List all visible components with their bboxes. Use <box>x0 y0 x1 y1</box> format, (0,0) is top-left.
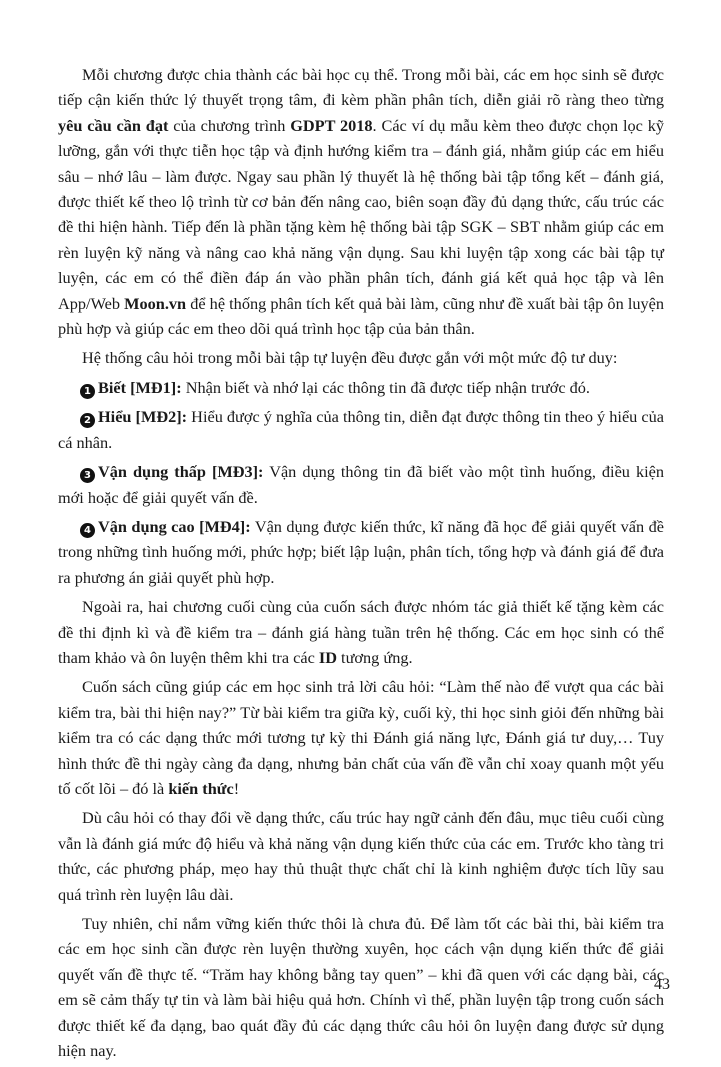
level-text: Vận dụng được kiến thức, kĩ năng đã học để giải quyết vấn đề trong những tình huống mới, phức hợp; biết lập luận, phân tích, tổng hợp và đánh giá để đưa ra phương án giải quyết phù hợp. <box>58 516 664 587</box>
body-text <box>58 62 664 1067</box>
text-run: để hệ thống phân tích kết quả bài làm, cũng như đề xuất bài tập ôn luyện phù hợp và giúp các em theo dõi quá trình học tập của bản thân. <box>58 293 664 339</box>
level-text: Vận dụng thông tin đã biết vào một tình huống, điều kiện mới hoặc để giải quyết vấn đề. <box>58 462 664 507</box>
number-badge-icon: 3 <box>80 468 95 483</box>
text-run: Cuốn sách cũng giúp các em học sinh trả lời câu hỏi: “Làm thế nào để vượt qua các bài kiểm tra, bài thi hiện nay?” Từ bài kiểm tra giữa kỳ, cuối kỳ, thi học sinh giỏi đến những bài kiểm tra có các dạng thức mới tương tự kỳ thi Đánh giá năng lực, Đánh giá tư duy,… Tuy hình thức đề thi ngày càng đa dạng, nhưng bản chất của vấn đề vẫn chỉ xoay quanh một yếu tố cốt lõi – đó là <box>58 677 664 798</box>
level-item-2 <box>58 404 664 455</box>
bold-moon-vn: Moon.vn <box>124 293 187 313</box>
paragraph-practice: Tuy nhiên, chỉ nắm vững kiến thức thôi là chưa đủ. Để làm tốt các bài thi, bài kiểm tra các em học sinh cần được rèn luyện thường xuyên, học cách vận dụng kiến thức để giải quyết vấn đề thực tế. “Trăm hay không bằng tay quen” – khi đã quen với các dạng bài, các em sẽ cảm thấy tự tin và làm bài hiệu quả hơn. Chính vì thế, phần luyện tập trong cuốn sách được thiết kế đa dạng, bao quát đầy đủ các dạng thức câu hỏi ôn luyện đang được sử dụng hiện nay. <box>58 914 664 1061</box>
text-run: ! <box>233 778 240 798</box>
text-run: của chương trình <box>168 115 291 135</box>
level-text: Hiểu được ý nghĩa của thông tin, diễn đạt được thông tin theo ý hiểu của cá nhân. <box>58 407 664 452</box>
level-label: Vận dụng thấp [MĐ3]: <box>98 462 264 482</box>
paragraph-knowledge: Dù câu hỏi có thay đổi về dạng thức, cấu trúc hay ngữ cảnh đến đâu, mục tiêu cuối cùng vẫn là đánh giá mức độ hiểu và khả năng vận dụng kiến thức của các em. Trước kho tàng tri thức, các phương pháp, mẹo hay thủ thuật thực chất chỉ là kinh nghiệm được tích lũy sau quá trình rèn luyện lâu dài. <box>58 808 664 904</box>
level-label: Biết [MĐ1]: <box>98 377 182 397</box>
level-text: Nhận biết và nhớ lại các thông tin đã được tiếp nhận trước đó. <box>181 377 590 397</box>
level-item-4 <box>58 514 664 590</box>
level-label: Vận dụng cao [MĐ4]: <box>98 516 251 536</box>
text-run: Ngoài ra, hai chương cuối cùng của cuốn sách được nhóm tác giả thiết kế tặng kèm các đề thi định kì và đề kiểm tra – đánh giá hàng tuần trên hệ thống. Các em học sinh có thể tham khảo và ôn luyện thêm khi tra các <box>58 597 664 667</box>
paragraph-extra-tests <box>58 594 664 670</box>
paragraph-intro <box>58 62 664 341</box>
number-badge-icon: 1 <box>80 384 95 399</box>
paragraph-exam-question <box>58 674 664 801</box>
level-item-3 <box>58 459 664 510</box>
text-run: tương ứng. <box>336 647 413 667</box>
text-run: . Các ví dụ mẫu kèm theo được chọn lọc kỹ lưỡng, gắn với thực tiễn học tập và định hướng kiểm tra – đánh giá, nhằm giúp các em hiểu sâu – nhớ lâu – làm được. Ngay sau phần lý thuyết là hệ thống bài tập tổng kết – đánh giá, được thiết kế theo lộ trình từ cơ bản đến nâng cao, biên soạn đầy đủ dạng thức, cấu trúc các đề thi hiện hành. Tiếp đến là phần tặng kèm hệ thống bài tập SGK – SBT nhằm giúp các em rèn luyện kỹ năng và nâng cao khả năng vận dụng. Sau khi luyện tập xong các bài tập tự luyện, các em có thể điền đáp án vào phần phân tích, đánh giá kết quả học tập và lên App/Web <box>58 115 664 313</box>
number-badge-icon: 2 <box>80 413 95 428</box>
level-item-1 <box>58 375 664 400</box>
page-number: 43 <box>654 976 670 993</box>
text-run: Mỗi chương được chia thành các bài học cụ thể. Trong mỗi bài, các em học sinh sẽ được tiếp cận kiến thức lý thuyết trọng tâm, đi kèm phần phân tích, diễn giải rõ ràng theo từng <box>58 65 664 110</box>
bold-kien-thuc: kiến thức <box>168 778 234 798</box>
bold-gdpt-2018: GDPT 2018 <box>290 115 373 135</box>
bold-yeu-cau-can-dat: yêu cầu cần đạt <box>58 115 169 135</box>
number-badge-icon: 4 <box>80 523 95 538</box>
level-label: Hiểu [MĐ2]: <box>98 407 188 427</box>
bold-id: ID <box>318 647 337 667</box>
paragraph-levels-intro: Hệ thống câu hỏi trong mỗi bài tập tự luyện đều được gắn với một mức độ tư duy: <box>82 348 618 368</box>
